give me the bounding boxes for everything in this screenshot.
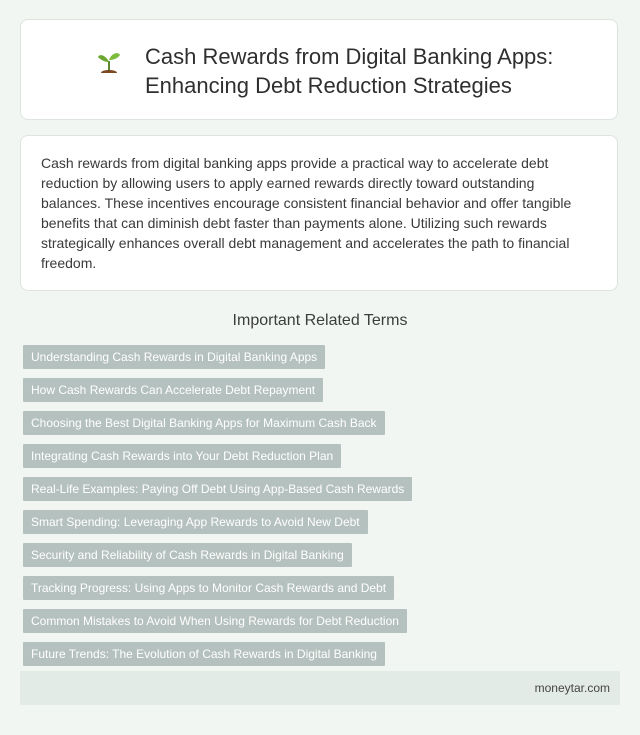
related-term-link[interactable]: Future Trends: The Evolution of Cash Rewards in Digital Banking [23,642,385,666]
related-term-link[interactable]: How Cash Rewards Can Accelerate Debt Repayment [23,378,323,402]
related-terms-list [23,345,618,675]
header-card [20,19,618,120]
related-term-link[interactable]: Tracking Progress: Using Apps to Monitor Cash Rewards and Debt [23,576,394,600]
sprout-icon [93,46,125,78]
related-term-link[interactable]: Common Mistakes to Avoid When Using Rewards for Debt Reduction [23,609,407,633]
page-title [145,42,593,100]
related-terms-heading: Important Related Terms [232,312,408,329]
related-term-link[interactable]: Real-Life Examples: Paying Off Debt Using App-Based Cash Rewards [23,477,412,501]
header [93,42,593,100]
title-line-2: Enhancing Debt Reduction Strategies [145,73,512,98]
summary-text: Cash rewards from digital banking apps provide a practical way to accelerate debt reduction by allowing users to apply earned rewards directly toward outstanding balances. These incentives encourage consistent financial behavior and offer tangible benefits that can diminish debt faster than payments alone. Utilizing such rewards strategically enhances overall debt management and accelerates the path to financial freedom. [41,155,572,271]
related-term-link[interactable]: Smart Spending: Leveraging App Rewards to Avoid New Debt [23,510,368,534]
related-term-link[interactable]: Integrating Cash Rewards into Your Debt Reduction Plan [23,444,341,468]
source-label: moneytar.com [534,681,610,695]
related-term-link[interactable]: Choosing the Best Digital Banking Apps for Maximum Cash Back [23,411,385,435]
footer [20,671,620,705]
related-term-link[interactable]: Security and Reliability of Cash Rewards in Digital Banking [23,543,352,567]
related-term-link[interactable]: Understanding Cash Rewards in Digital Banking Apps [23,345,325,369]
title-line-1: Cash Rewards from Digital Banking Apps: [145,44,554,69]
summary-card [20,135,618,291]
